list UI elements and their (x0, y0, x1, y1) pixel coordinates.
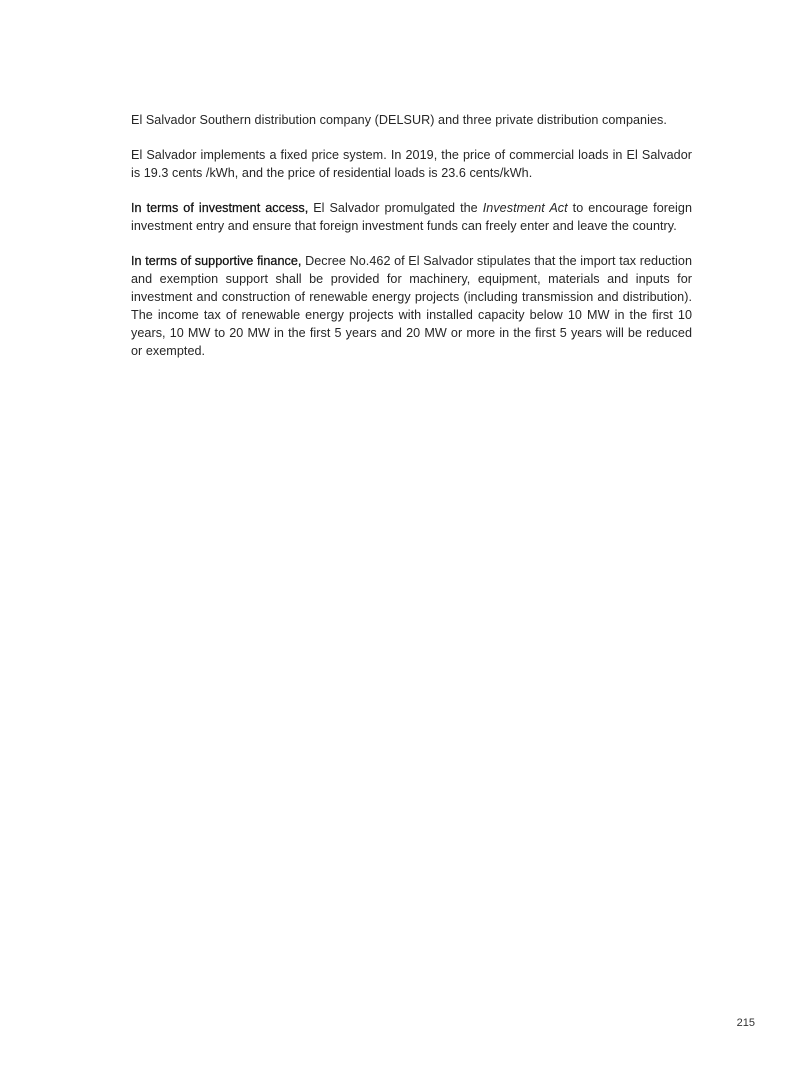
paragraph-text-before: El Salvador promulgated the (308, 201, 483, 215)
paragraph-text: Decree No.462 of El Salvador stipulates that the import tax reduction and exemption support shall be provided for machinery, equipment, materials and inputs for investment and construction of renewable energy projects (including transmission and distribution). The income tax of renewable energy projects with installed capacity below 10 MW in the first 10 years, 10 MW to 20 MW in the first 5 years and 20 MW or more in the first 5 years will be reduced or exempted. (131, 254, 693, 358)
investment-act-title: Investment Act (482, 201, 568, 215)
paragraph-fixed-price-system (131, 146, 692, 182)
paragraph-text-after: to encourage foreign investment entry and ensure that foreign investment funds can freely enter and leave the country. (131, 201, 693, 233)
paragraph-text: El Salvador Southern distribution company (DELSUR) and three private distribution companies. (131, 113, 667, 127)
paragraph-lead-heading: In terms of supportive finance, (131, 254, 302, 268)
paragraph-text: El Salvador implements a fixed price system. In 2019, the price of commercial loads in El Salvador is 19.3 cents /kWh, and the price of residential loads is 23.6 cents/kWh. (131, 148, 692, 180)
paragraph-lead-heading: In terms of investment access, (131, 201, 309, 215)
paragraph-investment-access (131, 199, 692, 235)
document-body (131, 111, 692, 377)
paragraph-distribution-companies (131, 111, 692, 129)
paragraph-supportive-finance (131, 252, 692, 360)
page-number: 215 (736, 1017, 755, 1029)
